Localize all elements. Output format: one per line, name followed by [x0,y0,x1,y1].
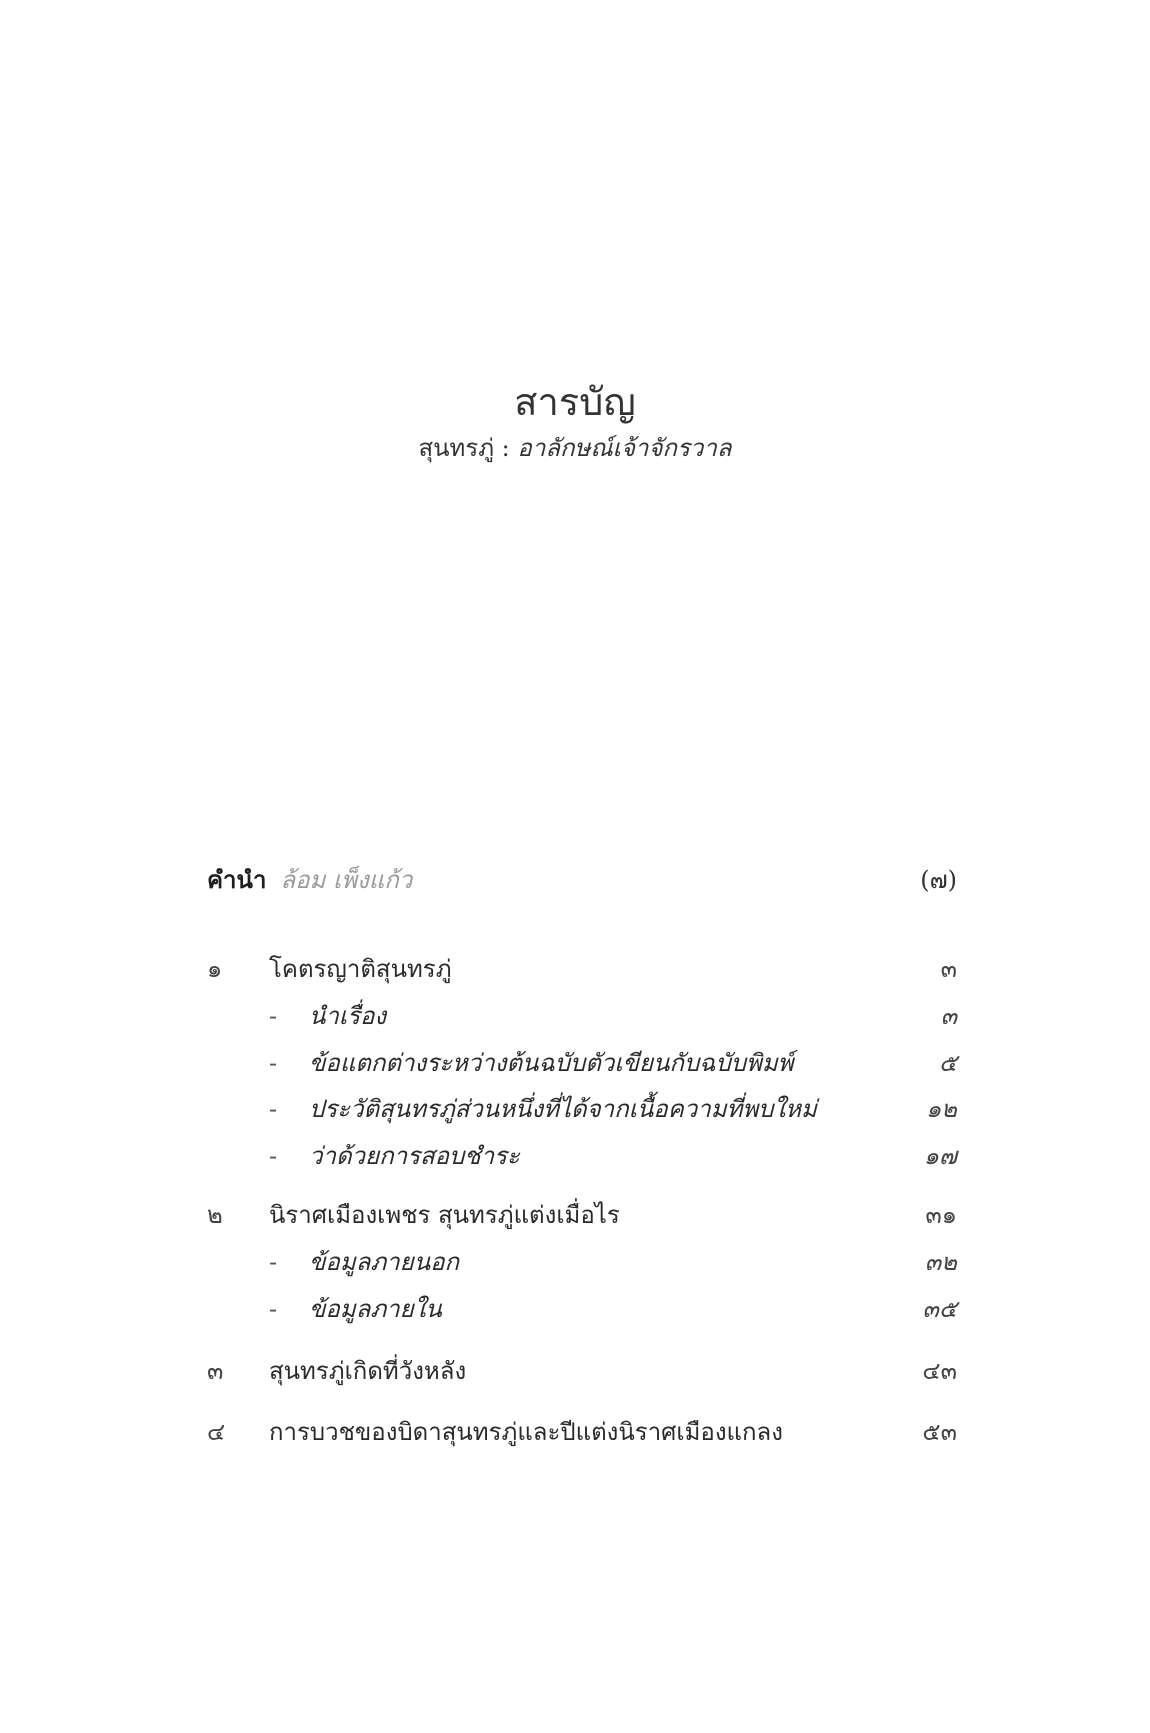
toc-chapter-3[interactable] [207,1352,957,1390]
chapter-number: ๒ [207,1201,223,1229]
page-title: สารบัญ [514,380,636,424]
section-dash: - [269,1002,278,1030]
section-page-number: ๑๗ [923,1142,957,1170]
toc-section[interactable] [207,1290,957,1328]
section-title: ข้อแตกต่างระหว่างต้นฉบับตัวเขียนกับฉบับพิมพ์ [309,1049,794,1077]
chapter-page-number: ๓ [940,955,957,983]
section-page-number: ๑๒ [925,1095,957,1123]
section-dash: - [269,1142,278,1170]
section-dash: - [269,1095,278,1123]
table-of-contents [207,0,957,1733]
toc-section[interactable] [207,1044,957,1082]
toc-chapter-1[interactable] [207,950,957,988]
chapter-number: ๔ [207,1418,226,1446]
toc-chapter-2[interactable] [207,1196,957,1234]
chapter-title: นิราศเมืองเพชร สุนทรภู่แต่งเมื่อไร [269,1201,620,1229]
chapter-title: โคตรญาติสุนทรภู่ [269,955,452,983]
toc-section[interactable] [207,1137,957,1175]
chapter-title: การบวชของบิดาสุนทรภู่และปีแต่งนิราศเมืองแกลง [269,1418,783,1446]
section-title: ข้อมูลภายใน [309,1295,442,1323]
foreword-label: คำนำ [207,865,267,894]
toc-section[interactable] [207,1090,957,1128]
section-dash: - [269,1248,278,1276]
section-page-number: ๓ [940,1002,957,1030]
subtitle-book-title: อาลักษณ์เจ้าจักรวาล [517,434,732,462]
section-title: ข้อมูลภายนอก [309,1248,460,1276]
chapter-page-number: ๓๑ [925,1201,957,1229]
section-page-number: ๕ [938,1049,957,1077]
chapter-page-number: ๕๓ [922,1418,957,1446]
foreword-page-number: (๗) [920,866,957,894]
subtitle-author: สุนทรภู่ : [418,434,518,462]
section-title: นำเรื่อง [309,1002,387,1030]
chapter-number: ๑ [207,955,223,983]
toc-section[interactable] [207,1243,957,1281]
toc-chapter-4[interactable] [207,1413,957,1451]
section-dash: - [269,1295,278,1323]
foreword-author: ล้อม เพ็งแก้ว [280,866,413,894]
chapter-number: ๓ [207,1357,224,1385]
section-page-number: ๓๒ [924,1248,957,1276]
section-title: ประวัติสุนทรภู่ส่วนหนึ่งที่ได้จากเนื้อความที่พบใหม่ [309,1095,817,1123]
chapter-title: สุนทรภู่เกิดที่วังหลัง [269,1357,467,1385]
chapter-page-number: ๔๓ [922,1357,957,1385]
toc-section[interactable] [207,997,957,1035]
section-title: ว่าด้วยการสอบชำระ [309,1142,520,1170]
section-dash: - [269,1049,278,1077]
section-page-number: ๓๕ [922,1295,957,1323]
